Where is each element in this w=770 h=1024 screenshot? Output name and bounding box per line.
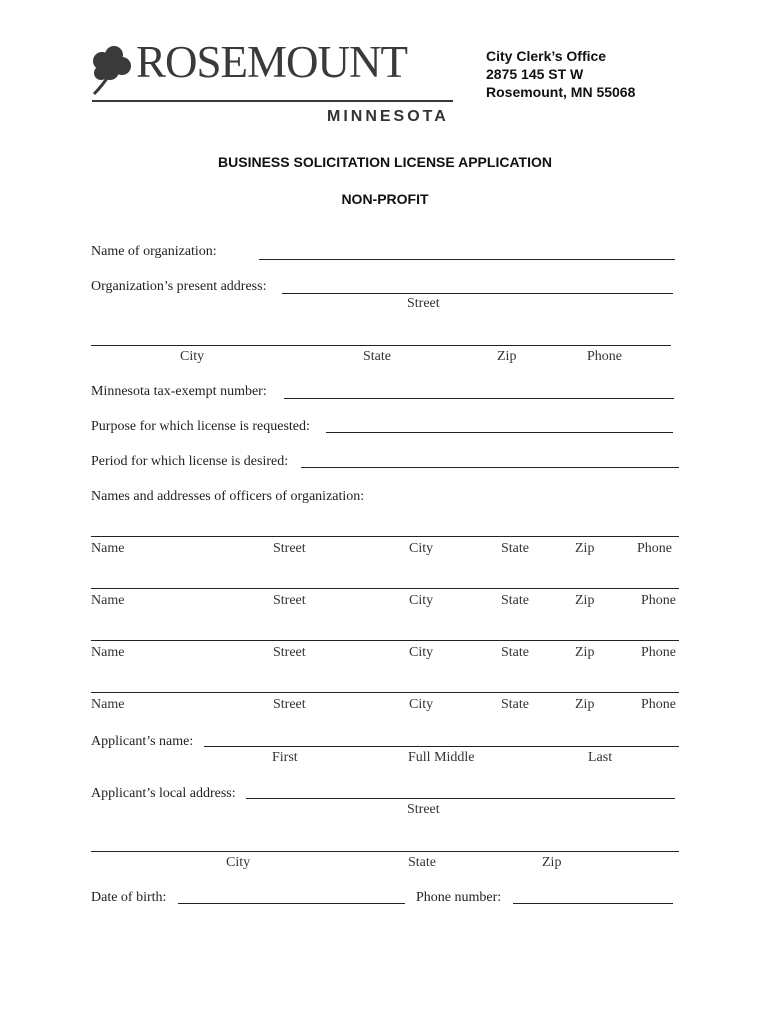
applicant-last-caption: Last: [588, 750, 613, 765]
applicant-street-caption: Street: [407, 802, 440, 817]
org-state-caption: State: [363, 349, 391, 364]
applicant-address-label: Applicant’s local address:: [91, 786, 236, 801]
org-address-city-field[interactable]: [91, 345, 671, 346]
purpose-field[interactable]: [326, 432, 673, 433]
officers-label: Names and addresses of officers of organization:: [91, 489, 365, 504]
officer-line-2[interactable]: [91, 588, 679, 589]
officer-name-caption: Name: [91, 541, 125, 556]
org-address-label: Organization’s present address:: [91, 279, 267, 294]
officer-street-caption: Street: [273, 541, 306, 556]
form-subtitle: NON-PROFIT: [341, 191, 429, 207]
applicant-name-label: Applicant’s name:: [91, 734, 194, 749]
phone-field[interactable]: [513, 903, 673, 904]
officer-name-caption: Name: [91, 645, 125, 660]
org-street-caption: Street: [407, 296, 440, 311]
applicant-state-caption: State: [408, 855, 436, 870]
officer-city-caption: City: [409, 541, 434, 556]
purpose-label: Purpose for which license is requested:: [91, 419, 310, 434]
officer-name-caption: Name: [91, 593, 125, 608]
officer-line-4[interactable]: [91, 692, 679, 693]
dob-field[interactable]: [178, 903, 405, 904]
tax-exempt-field[interactable]: [284, 398, 674, 399]
org-name-label: Name of organization:: [91, 244, 217, 259]
officer-line-3[interactable]: [91, 640, 679, 641]
period-label: Period for which license is desired:: [91, 454, 289, 469]
applicant-middle-caption: Full Middle: [408, 750, 475, 765]
period-field[interactable]: [301, 467, 679, 468]
officer-city-caption: City: [409, 593, 434, 608]
officer-city-caption: City: [409, 697, 434, 712]
shamrock-icon: [88, 44, 138, 96]
officer-state-caption: State: [501, 645, 529, 660]
org-city-caption: City: [180, 349, 205, 364]
applicant-zip-caption: Zip: [542, 855, 562, 870]
tax-exempt-label: Minnesota tax-exempt number:: [91, 384, 267, 399]
officer-state-caption: State: [501, 541, 529, 556]
officer-state-caption: State: [501, 593, 529, 608]
org-name-field[interactable]: [259, 259, 675, 260]
officer-zip-caption: Zip: [575, 593, 595, 608]
officer-zip-caption: Zip: [575, 697, 595, 712]
applicant-first-caption: First: [272, 750, 298, 765]
officer-city-caption: City: [409, 645, 434, 660]
org-address-street-field[interactable]: [282, 293, 673, 294]
office-line-3: Rosemount, MN 55068: [486, 84, 636, 100]
office-line-1: City Clerk’s Office: [486, 48, 607, 64]
officer-phone-caption: Phone: [641, 593, 676, 608]
officer-state-caption: State: [501, 697, 529, 712]
applicant-city-field[interactable]: [91, 851, 679, 852]
applicant-name-field[interactable]: [204, 746, 679, 747]
logo-divider: [92, 100, 453, 102]
logo-subtitle: MINNESOTA: [327, 108, 449, 125]
applicant-city-caption: City: [226, 855, 251, 870]
org-zip-caption: Zip: [497, 349, 517, 364]
officer-phone-caption: Phone: [641, 645, 676, 660]
phone-label: Phone number:: [416, 890, 502, 905]
officer-name-caption: Name: [91, 697, 125, 712]
officer-zip-caption: Zip: [575, 541, 595, 556]
org-phone-caption: Phone: [587, 349, 622, 364]
officer-zip-caption: Zip: [575, 645, 595, 660]
officer-phone-caption: Phone: [641, 697, 676, 712]
dob-label: Date of birth:: [91, 890, 167, 905]
officer-phone-caption: Phone: [637, 541, 672, 556]
logo-wordmark: ROSEMOUNT: [136, 37, 408, 87]
officer-street-caption: Street: [273, 593, 306, 608]
office-line-2: 2875 145 ST W: [486, 66, 584, 82]
officer-street-caption: Street: [273, 697, 306, 712]
officer-street-caption: Street: [273, 645, 306, 660]
applicant-street-field[interactable]: [246, 798, 675, 799]
officer-line-1[interactable]: [91, 536, 679, 537]
office-address: [486, 47, 635, 101]
form-title: BUSINESS SOLICITATION LICENSE APPLICATION: [218, 154, 552, 170]
